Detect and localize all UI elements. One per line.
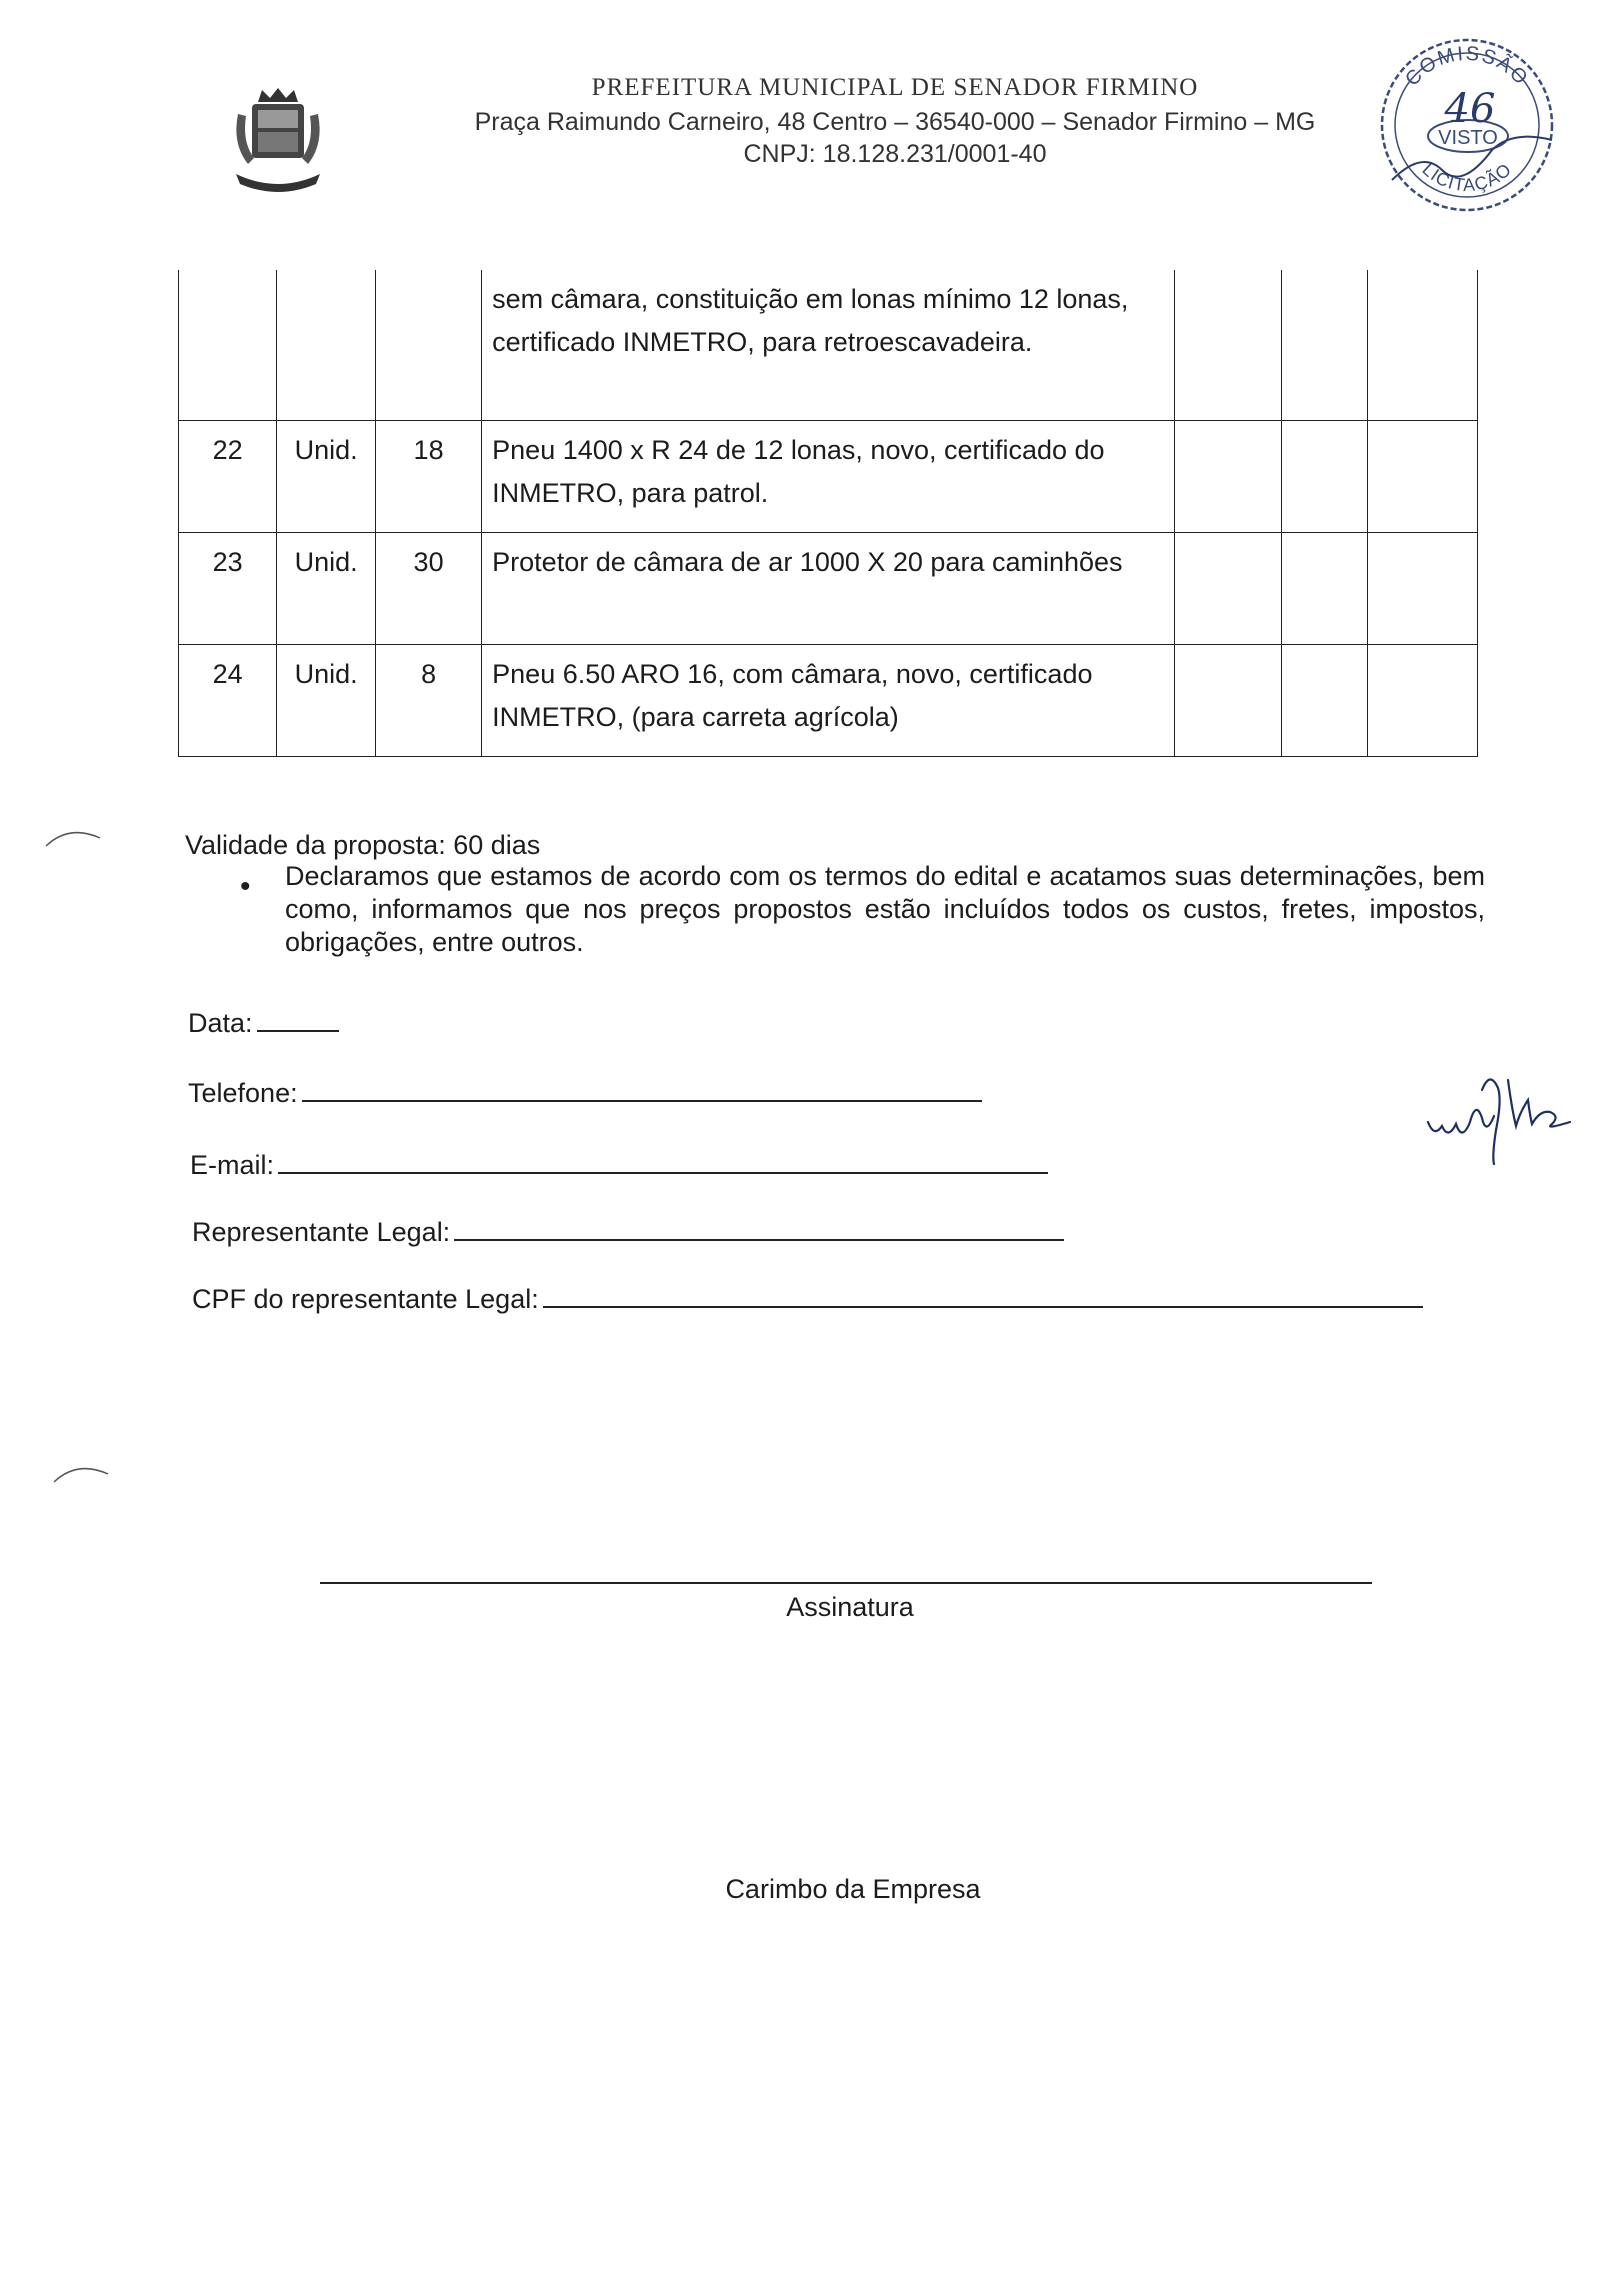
items-table — [178, 270, 1478, 757]
phone-label: Telefone: — [188, 1078, 298, 1108]
table-row — [179, 532, 1478, 644]
item-description: Pneu 1400 x R 24 de 12 lonas, novo, certificado do INMETRO, para patrol. — [482, 420, 1174, 532]
representative-cpf-blank[interactable] — [543, 1282, 1423, 1308]
legal-representative-label: Representante Legal: — [192, 1217, 451, 1247]
item-quantity: 18 — [376, 420, 482, 532]
signature-line[interactable] — [320, 1582, 1372, 1584]
item-number: 24 — [179, 644, 277, 756]
item-quantity: 8 — [376, 644, 482, 756]
legal-representative-blank[interactable] — [454, 1215, 1064, 1241]
proposal-validity: Validade da proposta: 60 dias — [185, 830, 541, 860]
email-blank[interactable] — [278, 1148, 1048, 1174]
table-row — [179, 420, 1478, 532]
table-row — [179, 644, 1478, 756]
scan-artifact-mark — [44, 820, 104, 850]
email-label: E-mail: — [190, 1150, 275, 1180]
stamp-visto-text: VISTO — [1438, 127, 1498, 149]
item-number: 23 — [179, 532, 277, 644]
date-blank[interactable] — [257, 1006, 339, 1032]
header-cnpj: CNPJ: 18.128.231/0001-40 — [743, 140, 1047, 168]
item-unit: Unid. — [277, 420, 376, 532]
item-number: 22 — [179, 420, 277, 532]
date-label: Data: — [188, 1008, 253, 1038]
date-field — [188, 1006, 339, 1039]
commission-stamp — [1372, 30, 1562, 220]
item-quantity: 30 — [376, 532, 482, 644]
stamp-number: 46 — [1444, 86, 1496, 132]
item-description: Protetor de câmara de ar 1000 X 20 para caminhões — [482, 532, 1174, 644]
header-address: Praça Raimundo Carneiro, 48 Centro – 36540-000 – Senador Firmino – MG — [474, 108, 1316, 136]
email-field — [190, 1148, 1048, 1181]
item-unit: Unid. — [277, 532, 376, 644]
scan-artifact-mark — [52, 1456, 112, 1486]
item-description: Pneu 6.50 ARO 16, com câmara, novo, certificado INMETRO, (para carreta agrícola) — [482, 644, 1174, 756]
legal-representative-field — [192, 1215, 1064, 1248]
item-description: sem câmara, constituição em lonas mínimo 12 lonas, certificado INMETRO, para retroescavadeira. — [482, 270, 1174, 420]
declaration-text: Declaramos que estamos de acordo com os termos do edital e acatamos suas determinações, bem como, informamos que nos preços propostos estão incluídos todos os custos, fretes, impostos, obrigações, entre outros. — [285, 861, 1485, 957]
representative-cpf-field — [192, 1282, 1423, 1315]
item-unit: Unid. — [277, 644, 376, 756]
phone-blank[interactable] — [302, 1076, 982, 1102]
signature-label: Assinatura — [786, 1592, 914, 1622]
table-row-continuation — [179, 270, 1478, 420]
representative-cpf-label: CPF do representante Legal: — [192, 1284, 539, 1314]
stamp-top-text: COMISSÃO — [1401, 42, 1533, 91]
phone-field — [188, 1076, 982, 1109]
svg-text:COMISSÃO — [1401, 43, 1533, 91]
header-title: PREFEITURA MUNICIPAL DE SENADOR FIRMINO — [591, 74, 1199, 101]
handwritten-signature — [1420, 1060, 1590, 1170]
bullet-icon: • — [240, 870, 251, 903]
stamp-bottom-text: LICITAÇÃO — [1418, 158, 1516, 196]
company-stamp-label: Carimbo da Empresa — [725, 1874, 981, 1904]
